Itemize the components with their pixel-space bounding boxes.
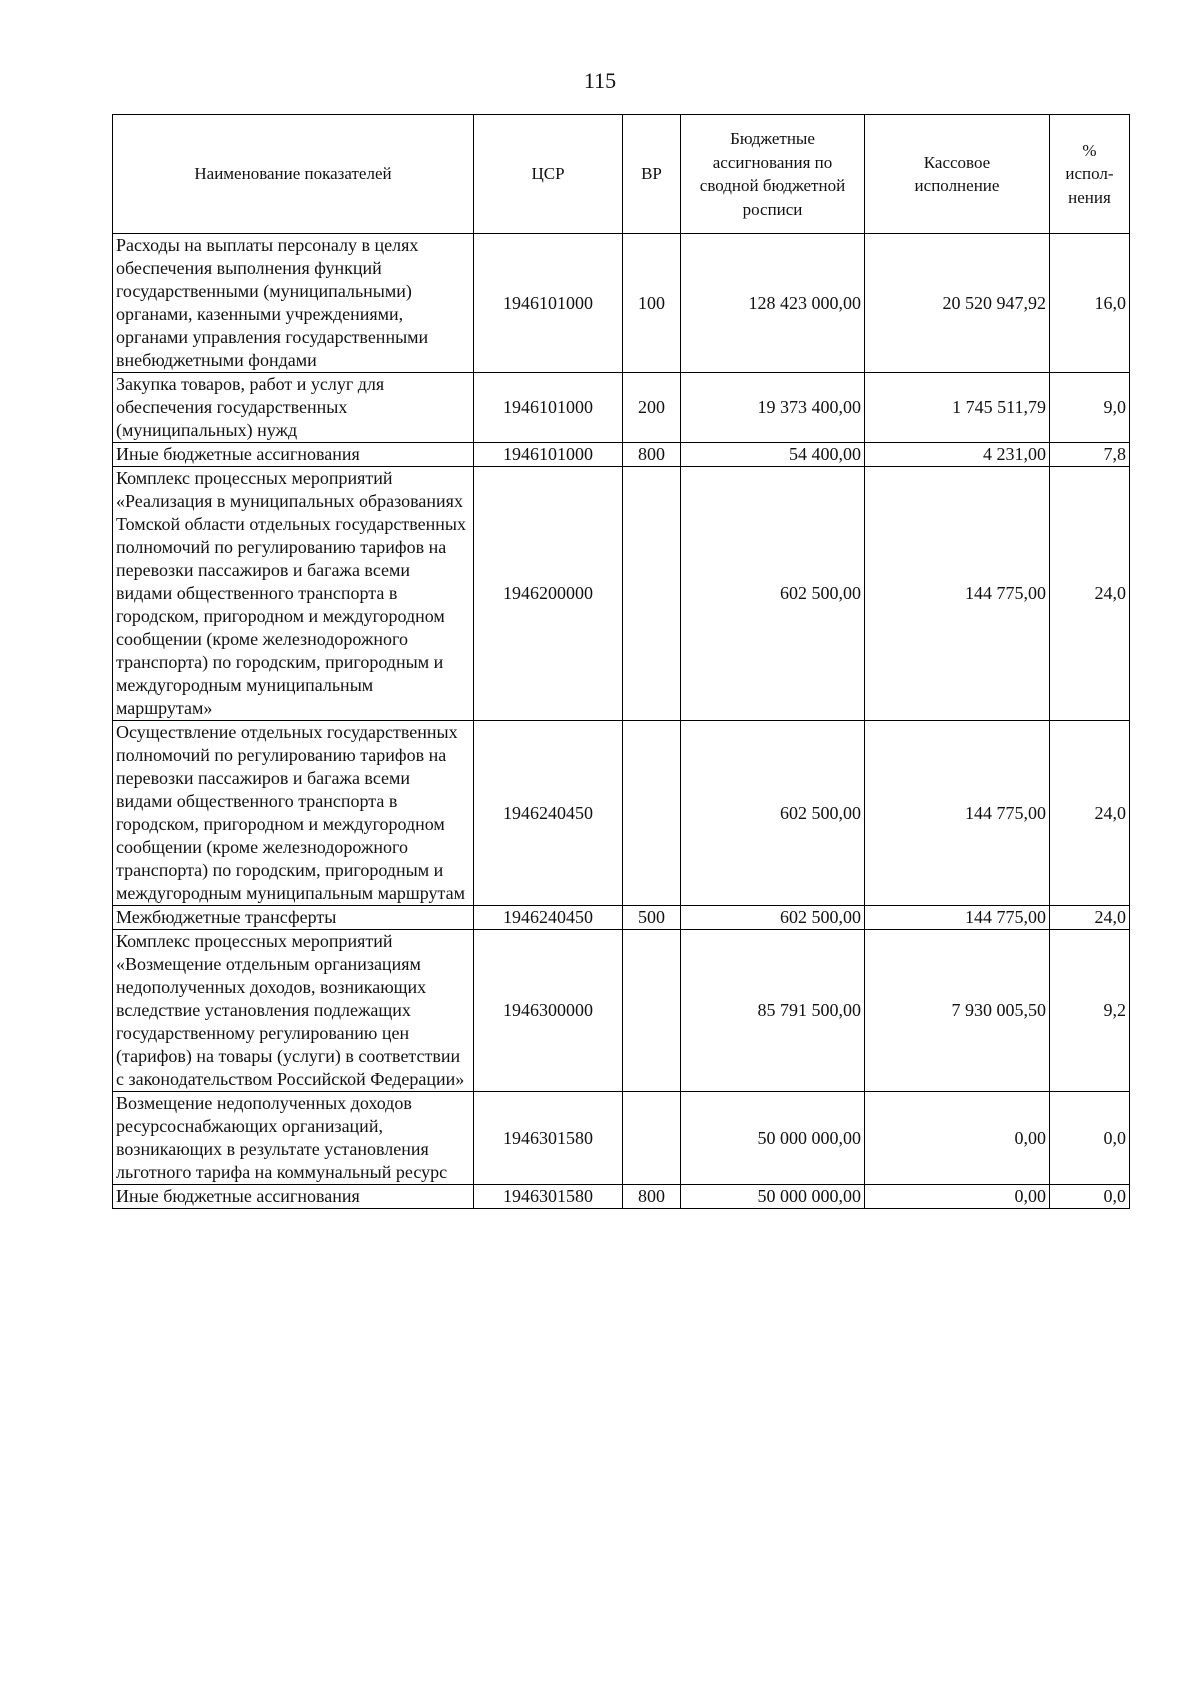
page-number: 115: [583, 68, 617, 93]
row-cash: 1 745 511,79: [865, 373, 1050, 443]
row-csr: 1946101000: [474, 443, 623, 467]
row-pct: 0,0: [1050, 1092, 1130, 1185]
row-cash: 0,00: [865, 1185, 1050, 1209]
row-csr: 1946301580: [474, 1185, 623, 1209]
header-cash: Кассовое исполнение: [865, 115, 1050, 234]
table-row: [113, 373, 1130, 443]
row-pct: 24,0: [1050, 721, 1130, 906]
row-csr: 1946101000: [474, 373, 623, 443]
row-name: Возмещение недополученных доходов ресурсоснабжающих организаций, возникающих в результате установления льготного тарифа на коммунальный ресурс: [113, 1092, 474, 1185]
row-name: Расходы на выплаты персоналу в целях обеспечения выполнения функций государственными (муниципальными) органами, казенными учреждениями, органами управления государственными внебюджетными фондами: [113, 234, 474, 373]
row-budget: 54 400,00: [681, 443, 865, 467]
row-name: Комплекс процессных мероприятий «Возмещение отдельным организациям недополученных доходов, возникающих вследствие установления подлежащих государственному регулированию цен (тарифов) на товары (услуги) в соответствии с законодательством Российской Федерации»: [113, 930, 474, 1092]
table-row: [113, 443, 1130, 467]
header-vr: ВР: [623, 115, 681, 234]
table-row: [113, 467, 1130, 721]
row-budget: 19 373 400,00: [681, 373, 865, 443]
row-name: Иные бюджетные ассигнования: [113, 1185, 474, 1209]
row-name: Комплекс процессных мероприятий «Реализация в муниципальных образованиях Томской области отдельных государственных полномочий по регулированию тарифов на перевозки пассажиров и багажа всеми видами общественного транспорта в городском, пригородном и междугородном сообщении (кроме железнодорожного транспорта) по городским, пригородным и междугородным муниципальным маршрутам»: [113, 467, 474, 721]
row-cash: 4 231,00: [865, 443, 1050, 467]
table-row: [113, 234, 1130, 373]
row-pct: 7,8: [1050, 443, 1130, 467]
table-header-row: [113, 115, 1130, 234]
table-row: [113, 1092, 1130, 1185]
header-pct: % испол-нения: [1050, 115, 1130, 234]
row-vr: [623, 930, 681, 1092]
row-name: Закупка товаров, работ и услуг для обеспечения государственных (муниципальных) нужд: [113, 373, 474, 443]
row-budget: 85 791 500,00: [681, 930, 865, 1092]
row-cash: 20 520 947,92: [865, 234, 1050, 373]
row-vr: 200: [623, 373, 681, 443]
row-budget: 602 500,00: [681, 467, 865, 721]
row-name: Межбюджетные трансферты: [113, 906, 474, 930]
row-budget: 50 000 000,00: [681, 1092, 865, 1185]
row-csr: 1946240450: [474, 721, 623, 906]
row-pct: 9,2: [1050, 930, 1130, 1092]
row-vr: 500: [623, 906, 681, 930]
table-row: [113, 721, 1130, 906]
header-name: Наименование показателей: [113, 115, 474, 234]
table-row: [113, 1185, 1130, 1209]
row-cash: 144 775,00: [865, 467, 1050, 721]
table-row: [113, 906, 1130, 930]
row-cash: 144 775,00: [865, 906, 1050, 930]
header-budget: Бюджетные ассигнования по сводной бюджетной росписи: [681, 115, 865, 234]
row-name: Осуществление отдельных государственных полномочий по регулированию тарифов на перевозки пассажиров и багажа всеми видами общественного транспорта в городском, пригородном и междугородном сообщении (кроме железнодорожного транспорта) по городским, пригородным и междугородным муниципальным маршрутам: [113, 721, 474, 906]
row-csr: 1946301580: [474, 1092, 623, 1185]
row-csr: 1946200000: [474, 467, 623, 721]
budget-table: [112, 114, 1130, 1209]
row-csr: 1946240450: [474, 906, 623, 930]
header-csr: ЦСР: [474, 115, 623, 234]
row-cash: 0,00: [865, 1092, 1050, 1185]
row-cash: 144 775,00: [865, 721, 1050, 906]
row-budget: 50 000 000,00: [681, 1185, 865, 1209]
row-vr: 100: [623, 234, 681, 373]
row-csr: 1946101000: [474, 234, 623, 373]
row-name: Иные бюджетные ассигнования: [113, 443, 474, 467]
row-vr: [623, 721, 681, 906]
row-pct: 24,0: [1050, 906, 1130, 930]
row-pct: 0,0: [1050, 1185, 1130, 1209]
row-csr: 1946300000: [474, 930, 623, 1092]
row-vr: 800: [623, 1185, 681, 1209]
row-budget: 128 423 000,00: [681, 234, 865, 373]
row-budget: 602 500,00: [681, 906, 865, 930]
row-vr: [623, 1092, 681, 1185]
row-cash: 7 930 005,50: [865, 930, 1050, 1092]
table-row: [113, 930, 1130, 1092]
row-vr: [623, 467, 681, 721]
row-pct: 16,0: [1050, 234, 1130, 373]
row-pct: 24,0: [1050, 467, 1130, 721]
row-pct: 9,0: [1050, 373, 1130, 443]
row-vr: 800: [623, 443, 681, 467]
row-budget: 602 500,00: [681, 721, 865, 906]
